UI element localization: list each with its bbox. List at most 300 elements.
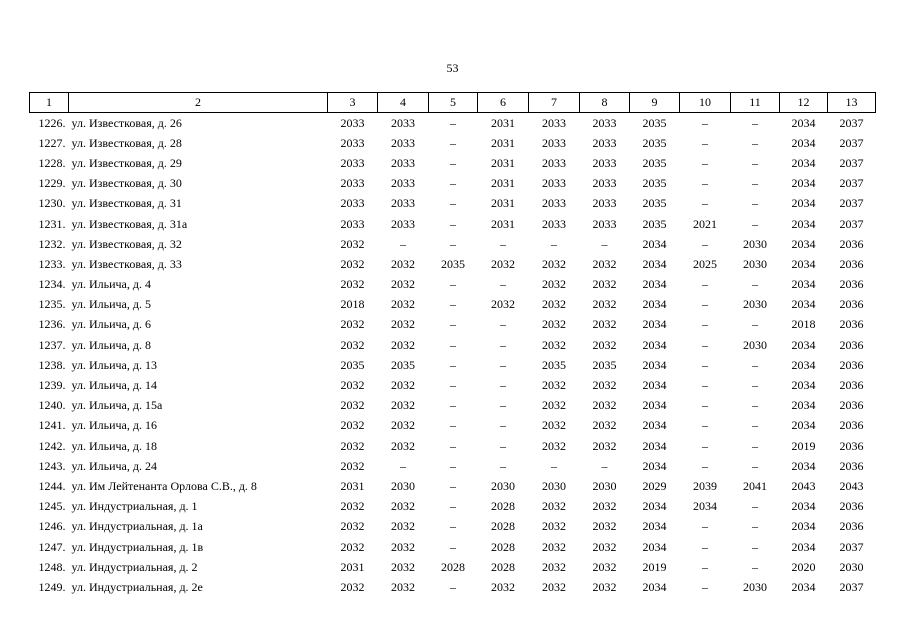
year-cell: 2032 [592,398,617,413]
year-cell: 2043 [839,478,864,493]
table-row [30,234,876,254]
year-cell: 2037 [839,135,864,150]
year-cell: 2030 [743,579,767,594]
year-cell: 2034 [642,256,667,271]
year-cell: – [450,196,456,211]
row-number-cell: 1248. [38,559,66,574]
year-cell: 2032 [340,458,365,473]
year-cell: 2033 [340,115,365,130]
year-cell: 2034 [642,297,667,312]
year-cell: 2018 [340,297,365,312]
row-number-cell: 1232. [38,236,66,251]
year-cell: 2031 [340,478,365,493]
year-cell: 2032 [391,438,415,453]
address-cell: ул. Ильича, д. 6 [71,317,151,332]
year-cell: 2020 [791,559,816,574]
year-cell: 2032 [391,378,415,393]
year-cell: 2032 [592,418,617,433]
address-cell: ул. Известковая, д. 30 [71,176,182,191]
year-cell: 2032 [340,398,365,413]
row-number-cell: 1247. [38,539,66,554]
year-cell: 2035 [642,216,667,231]
year-cell: – [450,438,456,453]
address-cell: ул. Ильича, д. 8 [71,337,151,352]
year-cell: 2031 [491,196,515,211]
year-cell: 2032 [340,418,365,433]
year-cell: 2034 [791,398,816,413]
year-cell: 2032 [542,398,566,413]
table-row [30,133,876,153]
year-cell: 2019 [642,559,667,574]
year-cell: 2033 [542,216,566,231]
row-number-cell: 1233. [38,256,66,271]
year-cell: 2032 [391,256,415,271]
year-cell: 2033 [391,135,415,150]
row-number-cell: 1238. [38,357,66,372]
year-cell: 2032 [542,317,566,332]
year-cell: – [400,458,406,473]
year-cell: – [450,418,456,433]
year-cell: 2032 [542,519,566,534]
year-cell: 2030 [542,478,566,493]
column-header: 5 [429,93,478,113]
year-cell: 2032 [391,277,415,292]
year-cell: 2032 [542,297,566,312]
table-row [30,577,876,597]
year-cell: – [752,378,758,393]
year-cell: 2032 [592,378,617,393]
address-cell: ул. Индустриальная, д. 2 [71,559,198,574]
year-cell: 2030 [592,478,617,493]
year-cell: – [702,519,708,534]
table-row [30,396,876,416]
year-cell: 2043 [791,478,816,493]
year-cell: 2019 [791,438,816,453]
address-cell: ул. Ильича, д. 24 [71,458,157,473]
year-cell: 2032 [391,579,415,594]
year-cell: 2032 [391,398,415,413]
year-cell: 2033 [391,176,415,191]
column-header: 2 [69,93,328,113]
year-cell: – [500,277,506,292]
year-cell: 2030 [491,478,515,493]
year-cell: 2028 [491,539,515,554]
year-cell: 2034 [642,337,667,352]
year-cell: – [500,337,506,352]
table-row [30,275,876,295]
year-cell: 2036 [839,256,864,271]
year-cell: – [702,135,708,150]
year-cell: – [752,418,758,433]
column-header: 8 [580,93,630,113]
year-cell: – [702,418,708,433]
address-cell: ул. Известковая, д. 31а [71,216,188,231]
year-cell: 2034 [791,539,816,554]
year-cell: – [752,519,758,534]
year-cell: 2032 [340,539,365,554]
year-cell: 2033 [340,176,365,191]
year-cell: 2033 [391,216,415,231]
column-header: 7 [529,93,580,113]
row-number-cell: 1230. [38,196,66,211]
year-cell: 2032 [542,539,566,554]
year-cell: 2032 [542,337,566,352]
year-cell: – [752,559,758,574]
year-cell: 2033 [592,196,617,211]
year-cell: 2034 [642,236,667,251]
year-cell: – [400,236,406,251]
table-row [30,174,876,194]
year-cell: – [500,398,506,413]
column-header: 3 [328,93,378,113]
year-cell: 2034 [791,357,816,372]
year-cell: 2034 [791,155,816,170]
year-cell: 2035 [642,155,667,170]
year-cell: – [450,277,456,292]
year-cell: – [500,236,506,251]
table-row [30,153,876,173]
year-cell: 2032 [391,418,415,433]
year-cell: 2032 [592,256,617,271]
row-number-cell: 1239. [38,378,66,393]
year-cell: 2033 [542,155,566,170]
year-cell: 2030 [743,297,767,312]
year-cell: 2034 [642,317,667,332]
year-cell: 2034 [693,499,717,514]
year-cell: 2032 [491,579,515,594]
year-cell: 2034 [642,418,667,433]
year-cell: 2032 [542,256,566,271]
year-cell: – [752,458,758,473]
year-cell: 2032 [340,337,365,352]
address-cell: ул. Ильича, д. 4 [71,277,151,292]
table-row [30,476,876,496]
year-cell: 2032 [340,236,365,251]
year-cell: 2032 [391,317,415,332]
year-cell: – [702,579,708,594]
year-cell: – [450,458,456,473]
row-number-cell: 1227. [38,135,66,150]
year-cell: – [752,357,758,372]
year-cell: – [752,317,758,332]
row-number-cell: 1241. [38,418,66,433]
year-cell: 2032 [340,277,365,292]
column-header: 6 [478,93,529,113]
year-cell: 2033 [542,115,566,130]
year-cell: – [601,458,608,473]
year-cell: 2032 [340,499,365,514]
year-cell: 2028 [491,559,515,574]
year-cell: 2032 [592,559,617,574]
address-cell: ул. Ильича, д. 15а [71,398,163,413]
year-cell: – [702,317,708,332]
column-header: 12 [780,93,828,113]
header-row [30,93,876,113]
year-cell: 2033 [592,216,617,231]
year-cell: 2032 [391,499,415,514]
year-cell: 2030 [743,236,767,251]
year-cell: 2033 [592,155,617,170]
year-cell: – [500,357,506,372]
row-number-cell: 1246. [38,519,66,534]
year-cell: 2034 [791,277,816,292]
column-header: 11 [731,93,780,113]
address-cell: ул. Ильича, д. 16 [71,418,157,433]
year-cell: 2035 [542,357,566,372]
year-cell: – [702,115,708,130]
year-cell: 2032 [391,559,415,574]
year-cell: 2032 [340,579,365,594]
year-cell: 2032 [592,499,617,514]
year-cell: 2036 [839,357,864,372]
year-cell: – [450,236,456,251]
year-cell: 2032 [491,256,515,271]
year-cell: 2030 [391,478,415,493]
year-cell: – [450,378,456,393]
year-cell: 2034 [791,519,816,534]
year-cell: 2036 [839,236,864,251]
year-cell: 2035 [642,115,667,130]
year-cell: 2032 [391,337,415,352]
year-cell: 2036 [839,499,864,514]
row-number-cell: 1244. [38,478,66,493]
year-cell: – [702,196,708,211]
year-cell: 2036 [839,519,864,534]
year-cell: 2034 [791,236,816,251]
row-number-cell: 1229. [38,176,66,191]
year-cell: 2035 [592,357,617,372]
year-cell: 2032 [391,519,415,534]
year-cell: – [450,216,456,231]
year-cell: 2034 [791,297,816,312]
year-cell: 2036 [839,297,864,312]
table-row [30,295,876,315]
year-cell: – [500,378,506,393]
year-cell: 2033 [391,115,415,130]
year-cell: 2036 [839,317,864,332]
year-cell: – [601,236,608,251]
table-row [30,416,876,436]
year-cell: – [450,499,456,514]
row-number-cell: 1226. [38,115,66,130]
address-cell: ул. Индустриальная, д. 2е [71,579,203,594]
row-number-cell: 1236. [38,317,66,332]
year-cell: – [752,277,758,292]
year-cell: 2028 [491,499,515,514]
year-cell: 2033 [391,155,415,170]
year-cell: 2035 [642,176,667,191]
year-cell: 2032 [592,277,617,292]
address-cell: ул. Известковая, д. 26 [71,115,182,130]
year-cell: – [702,297,708,312]
year-cell: – [450,478,456,493]
table-row [30,557,876,577]
year-cell: 2028 [491,519,515,534]
column-header: 1 [30,93,69,113]
year-cell: – [450,297,456,312]
year-cell: 2034 [642,277,667,292]
year-cell: – [752,539,758,554]
table-row [30,436,876,456]
year-cell: 2031 [491,135,515,150]
year-cell: 2034 [791,458,816,473]
year-cell: – [752,398,758,413]
row-number-cell: 1234. [38,277,66,292]
year-cell: 2034 [642,519,667,534]
year-cell: 2034 [642,378,667,393]
row-number-cell: 1231. [38,216,66,231]
year-cell: – [752,196,758,211]
year-cell: – [450,579,456,594]
address-cell: ул. Известковая, д. 28 [71,135,182,150]
year-cell: 2034 [791,176,816,191]
year-cell: – [450,337,456,352]
year-cell: 2034 [642,539,667,554]
year-cell: 2035 [642,196,667,211]
address-cell: ул. Индустриальная, д. 1 [71,499,198,514]
year-cell: 2034 [791,196,816,211]
year-cell: – [702,539,708,554]
year-cell: 2032 [542,438,566,453]
row-number-cell: 1235. [38,297,66,312]
year-cell: 2032 [592,519,617,534]
year-cell: 2032 [592,337,617,352]
table-row [30,335,876,355]
table-row [30,315,876,335]
year-cell: 2034 [791,115,816,130]
row-number-cell: 1243. [38,458,66,473]
column-header: 9 [630,93,680,113]
year-cell: 2018 [791,317,816,332]
year-cell: – [450,317,456,332]
year-cell: 2033 [542,176,566,191]
year-cell: 2036 [839,277,864,292]
address-cell: ул. Им Лейтенанта Орлова С.В., д. 8 [71,478,257,493]
year-cell: – [450,519,456,534]
year-cell: 2032 [592,438,617,453]
year-cell: 2034 [791,135,816,150]
year-cell: – [702,559,708,574]
year-cell: 2032 [391,297,415,312]
year-cell: 2041 [743,478,767,493]
year-cell: 2033 [340,155,365,170]
year-cell: – [702,176,708,191]
year-cell: – [702,337,708,352]
year-cell: 2034 [642,357,667,372]
year-cell: 2032 [340,438,365,453]
year-cell: – [752,155,758,170]
year-cell: 2032 [592,579,617,594]
year-cell: 2030 [839,559,864,574]
year-cell: 2037 [839,155,864,170]
year-cell: 2035 [642,135,667,150]
year-cell: 2033 [592,115,617,130]
year-cell: 2029 [642,478,667,493]
year-cell: 2031 [491,216,515,231]
year-cell: – [702,378,708,393]
year-cell: 2030 [743,337,767,352]
year-cell: – [450,155,456,170]
table-row [30,113,876,134]
row-number-cell: 1249. [38,579,66,594]
year-cell: – [702,398,708,413]
year-cell: 2034 [791,378,816,393]
address-cell: ул. Известковая, д. 29 [71,155,182,170]
year-cell: 2031 [491,155,515,170]
year-cell: 2030 [743,256,767,271]
year-cell: 2034 [791,418,816,433]
year-cell: 2035 [340,357,365,372]
row-number-cell: 1242. [38,438,66,453]
year-cell: 2034 [642,398,667,413]
year-cell: – [450,176,456,191]
table-body [30,113,876,598]
year-cell: 2033 [340,196,365,211]
year-cell: 2037 [839,539,864,554]
year-cell: 2032 [542,579,566,594]
year-cell: – [702,155,708,170]
address-cell: ул. Индустриальная, д. 1а [71,519,203,534]
year-cell: – [752,438,758,453]
year-cell: – [752,176,758,191]
year-cell: 2037 [839,115,864,130]
year-cell: – [752,216,758,231]
year-cell: 2034 [642,458,667,473]
year-cell: – [702,438,708,453]
year-cell: 2031 [491,115,515,130]
address-cell: ул. Ильича, д. 14 [71,378,157,393]
year-cell: 2037 [839,176,864,191]
year-cell: 2034 [791,256,816,271]
year-cell: 2032 [542,277,566,292]
row-number-cell: 1228. [38,155,66,170]
year-cell: 2036 [839,378,864,393]
table-row [30,214,876,234]
year-cell: 2032 [542,418,566,433]
year-cell: 2031 [491,176,515,191]
year-cell: 2025 [693,256,717,271]
year-cell: 2032 [542,499,566,514]
year-cell: – [450,135,456,150]
year-cell: 2032 [592,297,617,312]
table-row [30,194,876,214]
address-cell: ул. Ильича, д. 5 [71,297,151,312]
year-cell: 2033 [542,196,566,211]
year-cell: 2037 [839,216,864,231]
year-cell: 2028 [441,559,465,574]
year-cell: 2033 [592,135,617,150]
year-cell: 2036 [839,398,864,413]
year-cell: – [752,135,758,150]
address-cell: ул. Известковая, д. 32 [71,236,182,251]
year-cell: – [500,317,506,332]
year-cell: 2034 [791,337,816,352]
address-cell: ул. Ильича, д. 18 [71,438,157,453]
table-row [30,497,876,517]
table-row [30,254,876,274]
year-cell: 2034 [642,579,667,594]
year-cell: – [752,499,758,514]
year-cell: 2035 [441,256,465,271]
year-cell: – [702,458,708,473]
year-cell: 2032 [592,317,617,332]
year-cell: 2034 [642,499,667,514]
year-cell: – [450,115,456,130]
year-cell: 2032 [391,539,415,554]
year-cell: 2036 [839,337,864,352]
year-cell: 2036 [839,418,864,433]
year-cell: 2034 [791,216,816,231]
